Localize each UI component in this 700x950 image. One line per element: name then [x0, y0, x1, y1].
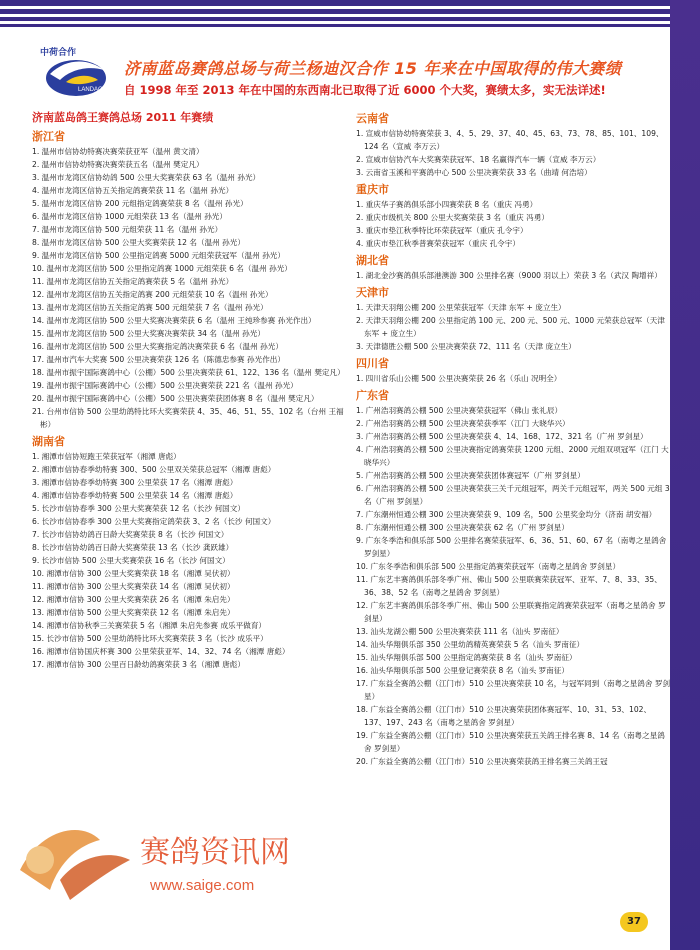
result-item: 10. 湘潭市信协 300 公里大奖赛荣获 18 名（湘潭 吴伏初）	[32, 569, 235, 578]
logo-sub: LANDAO	[78, 87, 103, 93]
result-item: 4. 湘潭市信协春季幼特赛 500 公里荣获 14 名（湘潭 唐彪）	[32, 491, 238, 500]
result-item: 3. 温州市龙湾区信协幼鸽 500 公里大奖赛荣获 63 名（温州 孙光）	[32, 173, 261, 182]
left-column	[32, 106, 350, 671]
result-item: 16. 温州市龙湾区信协 500 公里大奖赛指定鸽决赛荣获 6 名（温州 孙光）	[32, 342, 283, 351]
result-item: 10. 广东冬季浩和俱乐部 500 公里指定鸽赛荣获冠军（南粤之星鸽舍 罗剑星）	[356, 562, 621, 571]
province-heading: 重庆市	[356, 183, 389, 196]
result-item: 11. 湘潭市信协 300 公里大奖赛荣获 14 名（湘潭 吴伏初）	[32, 582, 235, 591]
result-item: 1. 温州市信协幼特赛决赛荣获亚军（温州 黄文清）	[32, 147, 204, 156]
result-item: 5. 长沙市信协春季 300 公里大奖赛荣获 12 名（长沙 何国文）	[32, 504, 245, 513]
result-item: 19. 广东益全赛鸽公棚（江门市）510 公里决赛荣获五关鸽王排名赛 8、14 名（南粤之星鸽舍 罗剑星）	[356, 731, 665, 753]
result-item: 8. 广东潮州恒通公棚 300 公里决赛荣获 62 名（广州 罗剑星）	[356, 523, 569, 532]
section-title: 济南蓝岛鸽王赛鸽总场 2011 年赛绩	[32, 111, 214, 124]
result-item: 6. 温州市龙湾区信协 1000 元组荣获 13 名（温州 孙光）	[32, 212, 227, 221]
province-heading: 湖南省	[32, 435, 65, 448]
result-item: 1. 天津天羽翔公棚 200 公里荣获冠军（天津 东军 + 庞立生）	[356, 303, 566, 312]
result-item: 1. 湖北金沙赛鸽俱乐部港澳游 300 公里排名赛（9000 羽以上）荣获 3 名（武汉 陶增祥）	[356, 271, 662, 280]
watermark	[0, 800, 420, 920]
result-item: 15. 长沙市信协 500 公里幼鸽特比环大奖赛荣获 3 名（长沙 成乐平）	[32, 634, 268, 643]
result-item: 7. 温州市龙湾区信协 500 元组荣获 11 名（温州 孙光）	[32, 225, 223, 234]
result-item: 4. 广州浩羽赛鸽公棚 500 公里决赛指定鸽赛荣获 1200 元组、2000 元组双项冠军（江门 大晓华兴）	[356, 445, 669, 467]
result-item: 13. 温州市龙湾区信协五关指定鸽赛 500 元组荣获 7 名（温州 孙光）	[32, 303, 268, 312]
result-item: 1. 重庆华子赛鸽俱乐部小四赛荣获 8 名（重庆 冯勇）	[356, 200, 538, 209]
result-item: 17. 湘潭市信协 300 公里百日龄幼鸽赛荣获 3 名（湘潭 唐彪）	[32, 660, 245, 669]
result-item: 13. 汕头龙湖公棚 500 公里决赛荣获 111 名（汕头 罗南征）	[356, 627, 564, 636]
result-item: 12. 广东艺丰赛鸽俱乐部冬季广州、佛山 500 公里联赛指定鸽赛荣获冠军（南粤之星鸽舍 罗剑星）	[356, 601, 666, 623]
top-decor-band	[0, 0, 700, 32]
result-item: 18. 温州市振宇国际赛鸽中心（公棚）500 公里决赛荣获 61、122、136 名（温州 樊定凡）	[32, 368, 345, 377]
result-item: 8. 长沙市信协幼鸽百日龄大奖赛荣获 13 名（长沙 龚跃雄）	[32, 543, 234, 552]
province-heading: 广东省	[356, 389, 389, 402]
province-heading: 云南省	[356, 112, 389, 125]
result-item: 2. 温州市信协幼特赛决赛荣获五名（温州 樊定凡）	[32, 160, 204, 169]
result-item: 17. 温州市汽车大奖赛 500 公里决赛荣获 126 名（陈德忠参赛 孙光作出）	[32, 355, 285, 364]
result-item: 4. 温州市龙湾区信协五关指定鸽赛荣获 11 名（温州 孙光）	[32, 186, 234, 195]
page-title: 济南蓝岛赛鸽总场与荷兰杨迪汉合作 15 年来在中国取得的伟大赛绩	[124, 59, 622, 78]
province-heading: 四川省	[356, 357, 389, 370]
result-item: 3. 重庆市垫江秋季特比环荣获冠军（重庆 孔令宇）	[356, 226, 528, 235]
result-item: 2. 天津天羽翔公棚 200 公里指定鸽 100 元、200 元、500 元、1000 元荣获总冠军（天津 东军 + 庞立生）	[356, 316, 665, 338]
result-item: 9. 长沙市信协 500 公里大奖赛荣获 16 名（长沙 何国文）	[32, 556, 230, 565]
result-item: 15. 汕头华翔俱乐部 500 公里指定鸽赛荣获 8 名（汕头 罗南征）	[356, 653, 577, 662]
result-item: 15. 温州市龙湾区信协 500 公里大奖赛决赛荣获 34 名（温州 孙光）	[32, 329, 265, 338]
result-item: 1. 四川省乐山公棚 500 公里决赛荣获 26 名（乐山 况明全）	[356, 374, 562, 383]
result-item: 1. 湘潭市信协短跑王荣获冠军（湘潭 唐彪）	[32, 452, 181, 461]
result-item: 2. 宣威市信协汽车大奖赛荣获冠军、18 名赢得汽车一辆（宣威 李万云）	[356, 155, 601, 164]
result-item: 5. 温州市龙湾区信协 200 元组指定鸽赛荣获 8 名（温州 孙光）	[32, 199, 248, 208]
result-item: 13. 湘潭市信协 500 公里大奖赛荣获 12 名（湘潭 朱启先）	[32, 608, 235, 617]
result-item: 9. 广东冬季浩和俱乐部 500 公里排名赛荣获冠军、6、36、51、60、67 名（南粤之星鸽舍 罗剑星）	[356, 536, 667, 558]
page-subtitle: 自 1998 年至 2013 年在中国的东西南北已取得了近 6000 个大奖，赛绩太多，实无法详述!	[124, 83, 606, 97]
result-item: 7. 长沙市信协幼鸽百日龄大奖赛荣获 8 名（长沙 何国文）	[32, 530, 229, 539]
result-item: 2. 重庆市级机关 800 公里大奖赛荣获 3 名（重庆 冯勇）	[356, 213, 549, 222]
result-item: 12. 湘潭市信协 300 公里大奖赛荣获 26 名（湘潭 朱启先）	[32, 595, 235, 604]
result-item: 7. 广东潮州恒通公棚 300 公里决赛荣获 9、109 名，500 公里奖金均分（济南 胡安福）	[356, 510, 657, 519]
result-item: 2. 湘潭市信协春季幼特赛 300、500 公里双关荣获总冠军（湘潭 唐彪）	[32, 465, 276, 474]
result-item: 6. 长沙市信协春季 300 公里大奖赛指定鸽荣获 3、2 名（长沙 何国文）	[32, 517, 276, 526]
result-item: 20. 广东益全赛鸽公棚（江门市）510 公里决赛荣获鸽王排名赛三关鸽王冠	[356, 757, 608, 766]
result-item: 1. 广州浩羽赛鸽公棚 500 公里决赛荣获冠军（佛山 张礼辰）	[356, 406, 563, 415]
result-item: 3. 广州浩羽赛鸽公棚 500 公里决赛荣获 4、14、168、172、321 名（广州 罗剑星）	[356, 432, 648, 441]
result-item: 2. 广州浩羽赛鸽公棚 500 公里决赛荣获季军（江门 大晓华兴）	[356, 419, 570, 428]
result-item: 9. 温州市龙湾区信协 500 公里指定鸽赛 5000 元组荣获冠军（温州 孙光）	[32, 251, 285, 260]
result-item: 17. 广东益全赛鸽公棚（江门市）510 公里决赛荣获 10 名，与冠军同到（南粤之星鸽舍 罗剑星）	[356, 679, 671, 701]
watermark-url: www.saige.com	[150, 877, 255, 894]
result-item: 14. 温州市龙湾区信协 500 公里大奖赛决赛荣获 6 名（温州 王纯珍参赛 孙光作出）	[32, 316, 316, 325]
result-item: 3. 湘潭市信协春季幼特赛 300 公里荣获 17 名（湘潭 唐彪）	[32, 478, 238, 487]
result-item: 8. 温州市龙湾区信协 500 公里大奖赛荣获 12 名（温州 孙光）	[32, 238, 245, 247]
result-item: 21. 台州市信协 500 公里幼鸽特比环大奖赛荣获 4、35、46、51、55、102 名（台州 王福彬）	[32, 407, 344, 429]
result-item: 6. 广州浩羽赛鸽公棚 500 公里决赛荣获三关千元组冠军，两关千元组冠军，两关 500 元组 3 名（广州 罗剑星）	[356, 484, 670, 506]
result-item: 14. 汕头华翔俱乐部 350 公里幼鸽精英赛荣获 5 名（汕头 罗南征）	[356, 640, 585, 649]
province-heading: 天津市	[356, 286, 389, 299]
logo	[36, 44, 116, 100]
page-number: 37	[620, 912, 648, 932]
result-item: 10. 温州市龙湾区信协 500 公里指定鸽赛 1000 元组荣获 6 名（温州 孙光）	[32, 264, 292, 273]
right-column	[356, 108, 672, 768]
result-item: 12. 温州市龙湾区信协五关指定鸽赛 200 元组荣获 10 名（温州 孙光）	[32, 290, 273, 299]
result-item: 19. 温州市振宇国际赛鸽中心（公棚）500 公里决赛荣获 221 名（温州 孙光）	[32, 381, 298, 390]
right-decor-band	[670, 0, 700, 950]
result-item: 3. 云南省玉溪和平赛鸽中心 500 公里决赛荣获 33 名（曲靖 何浩培）	[356, 168, 592, 177]
province-heading: 浙江省	[32, 130, 65, 143]
watermark-name: 赛鸽资讯网	[140, 835, 290, 870]
result-item: 18. 广东益全赛鸽公棚（江门市）510 公里决赛荣获团体赛冠军、10、31、53、102、137、197、243 名（南粤之星鸽舍 罗剑星）	[356, 705, 652, 727]
result-item: 3. 天津德胜公棚 500 公里决赛荣获 72、111 名（天津 庞立生）	[356, 342, 576, 351]
result-item: 16. 汕头华翔俱乐部 500 公里登记赛荣获 8 名（汕头 罗南征）	[356, 666, 569, 675]
result-item: 1. 宣威市信协幼特赛荣获 3、4、5、29、37、40、45、63、73、78、85、101、109、124 名（宣威 李万云）	[356, 129, 664, 151]
result-item: 4. 重庆市垫江秋季普赛荣获冠军（重庆 孔令宇）	[356, 239, 520, 248]
province-heading: 湖北省	[356, 254, 389, 267]
result-item: 14. 湘潭市信协秋季三关赛荣获 5 名（湘潭 朱启先参赛 成乐平做育）	[32, 621, 267, 630]
result-item: 20. 温州市振宇国际赛鸽中心（公棚）500 公里决赛荣获团体赛 8 名（温州 樊定凡）	[32, 394, 319, 403]
logo-text: 中荷合作	[40, 47, 77, 57]
result-item: 16. 湘潭市信协国庆杯赛 300 公里荣获亚军、14、32、74 名（湘潭 唐彪）	[32, 647, 290, 656]
result-item: 5. 广州浩羽赛鸽公棚 500 公里决赛荣获团体赛冠军（广州 罗剑星）	[356, 471, 585, 480]
result-item: 11. 广东艺丰赛鸽俱乐部冬季广州、佛山 500 公里联赛荣获冠军、亚军、7、8、33、35、36、38、52 名（南粤之星鸽舍 罗剑星）	[356, 575, 662, 597]
result-item: 11. 温州市龙湾区信协五关指定鸽赛荣获 5 名（温州 孙光）	[32, 277, 234, 286]
